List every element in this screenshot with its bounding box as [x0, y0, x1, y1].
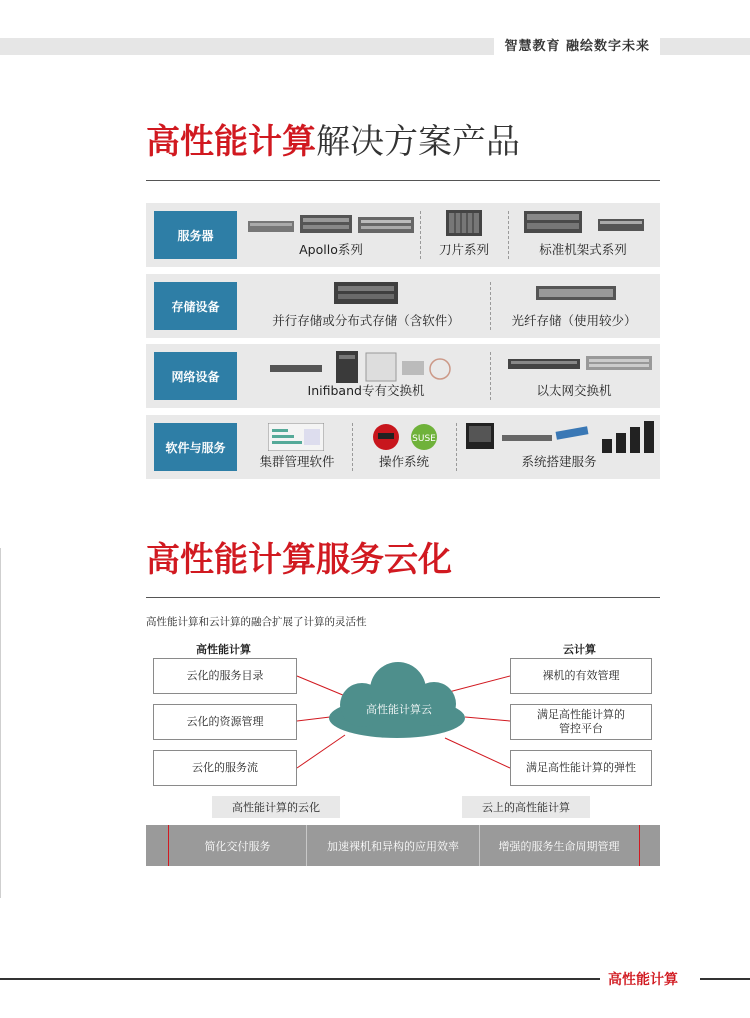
left-box-resource-mgmt: 云化的资源管理: [153, 704, 297, 740]
left-box-service-flow: 云化的服务流: [153, 750, 297, 786]
section1-title-red: 高性能计算: [146, 122, 316, 162]
group-blade-label: 刀片系列: [438, 242, 489, 257]
right-box-baremetal-mgmt: 裸机的有效管理: [510, 658, 652, 694]
right-box-control-platform: [510, 704, 652, 740]
category-software-label: 软件与服务: [154, 423, 237, 471]
category-storage-label: 存储设备: [154, 282, 237, 330]
category-network-label: 网络设备: [154, 352, 237, 400]
group-system-build-label: 系统搭建服务: [521, 454, 597, 469]
group-cluster-mgmt-label: 集群管理软件: [259, 454, 335, 469]
left-column-head: 高性能计算: [196, 643, 251, 656]
category-servers-label: 服务器: [154, 211, 237, 259]
side-margin-line: [0, 548, 1, 898]
left-pill: 高性能计算的云化: [212, 796, 340, 818]
bottom-bar-accent-right: [639, 825, 640, 866]
footer-line-right: [700, 978, 750, 980]
bottom-item-delivery: 简化交付服务: [204, 839, 271, 853]
footer-section-label: 高性能计算: [608, 972, 678, 988]
cloud-shape: [329, 662, 465, 738]
section2-title-red: 高性能计算服务云化: [146, 540, 452, 580]
footer-line-left: [0, 978, 600, 980]
group-ethernet-label: 以太网交换机: [536, 383, 612, 398]
right-pill: 云上的高性能计算: [462, 796, 590, 818]
right-box-control-platform-line2: 管控平台: [559, 722, 603, 735]
svg-text:SUSE: SUSE: [412, 434, 436, 444]
bottom-item-lifecycle: 增强的服务生命周期管理: [498, 839, 620, 853]
bottom-bar: [146, 825, 660, 866]
group-parallel-storage-label: 并行存储或分布式存储（含软件）: [272, 313, 460, 328]
right-box-elasticity: 满足高性能计算的弹性: [510, 750, 652, 786]
section1-title-dark: 解决方案产品: [316, 122, 520, 162]
bottom-item-acceleration: 加速裸机和异构的应用效率: [327, 839, 459, 853]
left-box-service-catalog: 云化的服务目录: [153, 658, 297, 694]
group-fc-storage-label: 光纤存储（使用较少）: [511, 313, 637, 328]
cloud-label: 高性能计算云: [366, 703, 432, 716]
right-column-head: 云计算: [563, 643, 596, 656]
group-os-label: 操作系统: [378, 454, 429, 469]
right-box-control-platform-line1: 满足高性能计算的: [537, 708, 625, 721]
group-rack-label: 标准机架式系列: [539, 242, 627, 257]
header-slogan: 智慧教育 融绘数字未来: [494, 36, 660, 57]
section2-subtitle: 高性能计算和云计算的融合扩展了计算的灵活性: [146, 616, 367, 628]
group-infiniband-label: Inifiband专有交换机: [307, 383, 425, 398]
group-apollo-label: Apollo系列: [299, 242, 363, 257]
